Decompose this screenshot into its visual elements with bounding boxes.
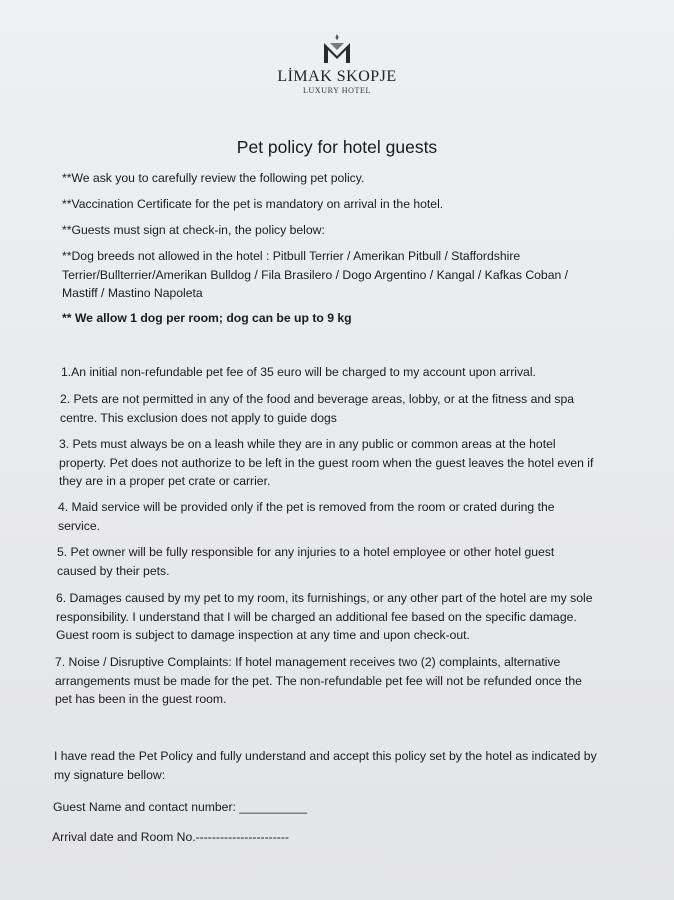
rule-line: arrangements must be made for the pet. The non-refundable pet fee will not be refunded once the	[55, 673, 582, 688]
rule-line: Guest room is subject to damage inspection at any time and upon check-out.	[56, 628, 470, 642]
guest-name-field: Guest Name and contact number: __________	[53, 800, 308, 814]
dog-allowance: ** We allow 1 dog per room; dog can be up to 9 kg	[62, 311, 352, 325]
rule-line: service.	[58, 518, 100, 533]
hotel-logo-icon	[322, 34, 352, 66]
arrival-room-field: Arrival date and Room No.-----------------------	[52, 830, 289, 844]
rule-item	[60, 390, 574, 427]
rule-line: pet has been in the guest room.	[55, 692, 227, 706]
rule-item	[55, 653, 582, 709]
rule-item	[57, 543, 554, 580]
acknowledgement-line: I have read the Pet Policy and fully understand and accept this policy set by the hotel as indicated by	[54, 749, 597, 763]
banned-breeds-line: Terrier/Bullterrier/Amerikan Bulldog / Fila Brasilero / Dogo Argentino / Kangal / Kafkas Coban /	[62, 267, 569, 282]
page-title: Pet policy for hotel guests	[236, 137, 438, 157]
rule-line: 2. Pets are not permitted in any of the food and beverage areas, lobby, or at the fitness and spa	[60, 392, 575, 406]
rule-line: 7. Noise / Disruptive Complaints: If hotel management receives two (2) complaints, alternative	[55, 655, 561, 669]
rule-item	[58, 498, 555, 535]
hotel-subtitle: LUXURY HOTEL	[302, 86, 371, 95]
rule-line: 1.An initial non-refundable pet fee of 35 euro will be charged to my account upon arrival.	[61, 365, 536, 379]
intro-line: **We ask you to carefully review the following pet policy.	[62, 171, 365, 185]
banned-breeds	[62, 247, 568, 303]
rule-line: 3. Pets must always be on a leash while they are in any public or common areas at the hotel	[59, 437, 556, 451]
hotel-logo	[0, 34, 674, 95]
rule-line: responsibility. I understand that I will be charged an additional fee based on the specific damage.	[56, 609, 577, 624]
rule-line: caused by their pets.	[57, 563, 170, 578]
hotel-name: LİMAK SKOPJE	[277, 68, 397, 85]
rule-line: 6. Damages caused by my pet to my room, its furnishings, or any other part of the hotel are my sole	[56, 591, 593, 605]
rule-line: 5. Pet owner will be fully responsible for any injuries to a hotel employee or other hotel guest	[57, 545, 555, 559]
rule-line: they are in a proper pet crate or carrier.	[59, 474, 271, 488]
acknowledgement	[54, 747, 597, 784]
intro-line: **Guests must sign at check-in, the policy below:	[62, 223, 325, 237]
banned-breeds-line: **Dog breeds not allowed in the hotel : Pitbull Terrier / Amerikan Pitbull / Staffordshire	[62, 249, 521, 263]
rule-line: centre. This exclusion does not apply to guide dogs	[60, 410, 337, 425]
rule-item	[56, 589, 593, 645]
banned-breeds-line: Mastiff / Mastino Napoleta	[62, 286, 203, 300]
rule-item	[61, 363, 536, 382]
rule-line: 4. Maid service will be provided only if the pet is removed from the room or crated during the	[58, 500, 555, 514]
rule-item	[59, 435, 593, 491]
intro-line: **Vaccination Certificate for the pet is mandatory on arrival in the hotel.	[62, 197, 444, 211]
acknowledgement-line: my signature bellow:	[54, 767, 166, 782]
rule-line: property. Pet does not authorize to be left in the guest room when the guest leaves the hotel even if	[59, 455, 594, 470]
